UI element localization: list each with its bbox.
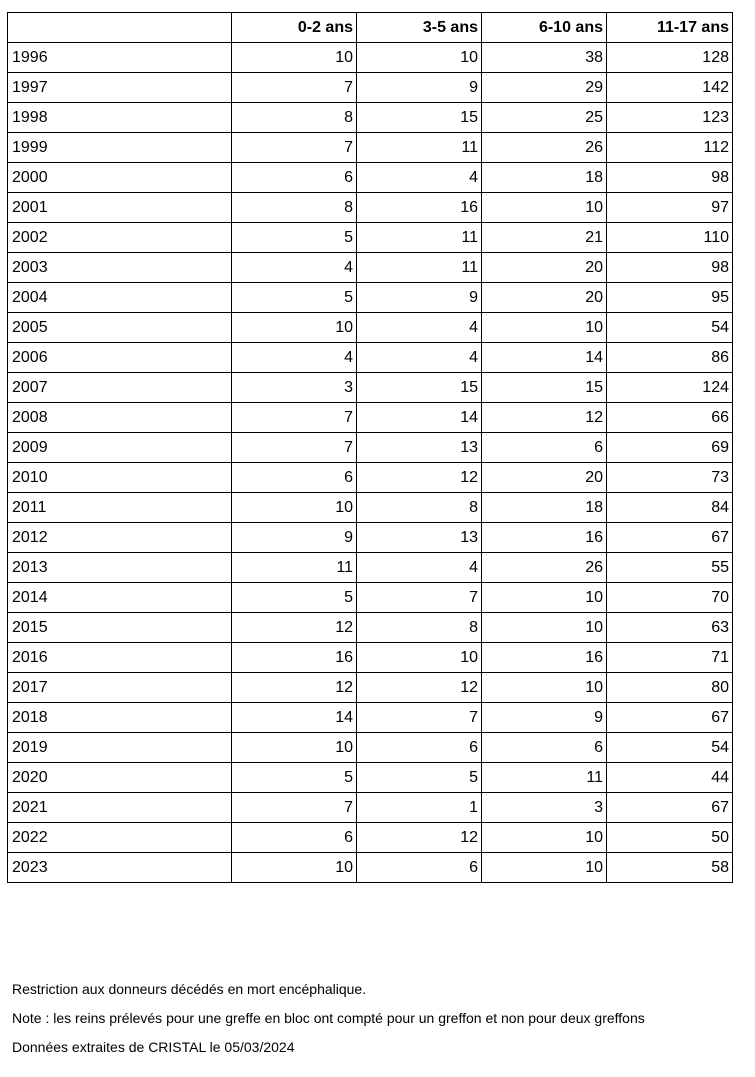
cell-0-2: 5 <box>232 283 357 313</box>
cell-3-5: 6 <box>357 733 482 763</box>
cell-3-5: 7 <box>357 583 482 613</box>
cell-0-2: 10 <box>232 493 357 523</box>
table-row <box>8 373 733 403</box>
cell-year: 2000 <box>8 163 232 193</box>
cell-year: 2017 <box>8 673 232 703</box>
table-row <box>8 523 733 553</box>
cell-11-17: 66 <box>607 403 733 433</box>
cell-3-5: 11 <box>357 133 482 163</box>
cell-year: 2010 <box>8 463 232 493</box>
cell-0-2: 4 <box>232 253 357 283</box>
cell-3-5: 12 <box>357 673 482 703</box>
bloc-note: Note : les reins prélevés pour une greffe en bloc ont compté pour un greffon et non pour deux greffons <box>12 1010 645 1026</box>
table-row <box>8 253 733 283</box>
cell-6-10: 18 <box>482 163 607 193</box>
cell-11-17: 67 <box>607 703 733 733</box>
table-row <box>8 103 733 133</box>
cell-11-17: 63 <box>607 613 733 643</box>
cell-6-10: 10 <box>482 583 607 613</box>
table-row <box>8 583 733 613</box>
header-cell-year <box>8 13 232 43</box>
cell-year: 2009 <box>8 433 232 463</box>
table-row <box>8 613 733 643</box>
cell-3-5: 6 <box>357 853 482 883</box>
cell-0-2: 11 <box>232 553 357 583</box>
cell-6-10: 14 <box>482 343 607 373</box>
cell-6-10: 26 <box>482 553 607 583</box>
cell-3-5: 16 <box>357 193 482 223</box>
source-note: Données extraites de CRISTAL le 05/03/2024 <box>12 1039 295 1055</box>
cell-11-17: 69 <box>607 433 733 463</box>
cell-3-5: 7 <box>357 703 482 733</box>
cell-11-17: 97 <box>607 193 733 223</box>
table-row <box>8 763 733 793</box>
cell-year: 2007 <box>8 373 232 403</box>
cell-11-17: 67 <box>607 523 733 553</box>
cell-6-10: 12 <box>482 403 607 433</box>
table-row <box>8 793 733 823</box>
cell-year: 2019 <box>8 733 232 763</box>
cell-11-17: 123 <box>607 103 733 133</box>
cell-year: 2002 <box>8 223 232 253</box>
table-row <box>8 493 733 523</box>
cell-3-5: 11 <box>357 253 482 283</box>
table-row <box>8 643 733 673</box>
header-cell-6-10: 6-10 ans <box>482 13 607 43</box>
cell-6-10: 15 <box>482 373 607 403</box>
cell-0-2: 3 <box>232 373 357 403</box>
cell-11-17: 50 <box>607 823 733 853</box>
cell-3-5: 4 <box>357 553 482 583</box>
cell-3-5: 4 <box>357 313 482 343</box>
restriction-note: Restriction aux donneurs décédés en mort encéphalique. <box>12 981 367 997</box>
table-row <box>8 823 733 853</box>
cell-0-2: 5 <box>232 763 357 793</box>
data-table <box>7 12 733 883</box>
cell-6-10: 18 <box>482 493 607 523</box>
cell-3-5: 12 <box>357 463 482 493</box>
table-row <box>8 403 733 433</box>
header-row <box>8 13 733 43</box>
header-cell-3-5: 3-5 ans <box>357 13 482 43</box>
cell-6-10: 38 <box>482 43 607 73</box>
cell-11-17: 84 <box>607 493 733 523</box>
cell-0-2: 12 <box>232 613 357 643</box>
cell-0-2: 16 <box>232 643 357 673</box>
cell-0-2: 4 <box>232 343 357 373</box>
table-row <box>8 673 733 703</box>
cell-6-10: 3 <box>482 793 607 823</box>
footer-notes <box>12 975 645 1062</box>
cell-year: 2008 <box>8 403 232 433</box>
cell-0-2: 5 <box>232 223 357 253</box>
table-row <box>8 163 733 193</box>
cell-6-10: 20 <box>482 463 607 493</box>
table-row <box>8 433 733 463</box>
cell-3-5: 4 <box>357 163 482 193</box>
cell-3-5: 14 <box>357 403 482 433</box>
cell-0-2: 12 <box>232 673 357 703</box>
cell-6-10: 26 <box>482 133 607 163</box>
cell-6-10: 25 <box>482 103 607 133</box>
cell-year: 1996 <box>8 43 232 73</box>
cell-6-10: 10 <box>482 193 607 223</box>
cell-0-2: 6 <box>232 163 357 193</box>
cell-11-17: 112 <box>607 133 733 163</box>
cell-3-5: 12 <box>357 823 482 853</box>
cell-6-10: 6 <box>482 733 607 763</box>
cell-3-5: 9 <box>357 73 482 103</box>
cell-6-10: 29 <box>482 73 607 103</box>
cell-0-2: 6 <box>232 463 357 493</box>
cell-11-17: 142 <box>607 73 733 103</box>
cell-year: 1997 <box>8 73 232 103</box>
cell-11-17: 98 <box>607 253 733 283</box>
cell-6-10: 10 <box>482 673 607 703</box>
cell-year: 2023 <box>8 853 232 883</box>
cell-year: 2012 <box>8 523 232 553</box>
cell-year: 2021 <box>8 793 232 823</box>
cell-6-10: 10 <box>482 853 607 883</box>
cell-3-5: 10 <box>357 43 482 73</box>
cell-year: 2011 <box>8 493 232 523</box>
cell-0-2: 7 <box>232 793 357 823</box>
cell-3-5: 5 <box>357 763 482 793</box>
cell-year: 1999 <box>8 133 232 163</box>
cell-0-2: 14 <box>232 703 357 733</box>
cell-3-5: 13 <box>357 523 482 553</box>
cell-11-17: 71 <box>607 643 733 673</box>
cell-3-5: 1 <box>357 793 482 823</box>
cell-year: 2003 <box>8 253 232 283</box>
table-row <box>8 223 733 253</box>
cell-11-17: 80 <box>607 673 733 703</box>
cell-3-5: 10 <box>357 643 482 673</box>
cell-0-2: 7 <box>232 133 357 163</box>
cell-11-17: 110 <box>607 223 733 253</box>
cell-6-10: 10 <box>482 313 607 343</box>
cell-6-10: 9 <box>482 703 607 733</box>
header-cell-11-17: 11-17 ans <box>607 13 733 43</box>
cell-0-2: 10 <box>232 853 357 883</box>
cell-0-2: 5 <box>232 583 357 613</box>
cell-11-17: 58 <box>607 853 733 883</box>
cell-11-17: 98 <box>607 163 733 193</box>
cell-6-10: 6 <box>482 433 607 463</box>
cell-year: 2022 <box>8 823 232 853</box>
cell-11-17: 54 <box>607 313 733 343</box>
table-row <box>8 313 733 343</box>
table-body <box>8 43 733 883</box>
cell-year: 2016 <box>8 643 232 673</box>
cell-year: 2004 <box>8 283 232 313</box>
header-cell-0-2: 0-2 ans <box>232 13 357 43</box>
cell-6-10: 21 <box>482 223 607 253</box>
cell-year: 2018 <box>8 703 232 733</box>
table-row <box>8 733 733 763</box>
cell-3-5: 8 <box>357 613 482 643</box>
cell-3-5: 15 <box>357 373 482 403</box>
cell-0-2: 10 <box>232 43 357 73</box>
cell-year: 2005 <box>8 313 232 343</box>
cell-11-17: 67 <box>607 793 733 823</box>
cell-6-10: 16 <box>482 523 607 553</box>
cell-11-17: 44 <box>607 763 733 793</box>
cell-6-10: 10 <box>482 823 607 853</box>
cell-0-2: 10 <box>232 313 357 343</box>
cell-0-2: 7 <box>232 73 357 103</box>
table-row <box>8 73 733 103</box>
table-row <box>8 43 733 73</box>
cell-3-5: 13 <box>357 433 482 463</box>
cell-6-10: 10 <box>482 613 607 643</box>
cell-year: 2014 <box>8 583 232 613</box>
cell-11-17: 124 <box>607 373 733 403</box>
cell-11-17: 95 <box>607 283 733 313</box>
cell-11-17: 86 <box>607 343 733 373</box>
cell-11-17: 54 <box>607 733 733 763</box>
cell-0-2: 8 <box>232 193 357 223</box>
cell-3-5: 4 <box>357 343 482 373</box>
cell-year: 2020 <box>8 763 232 793</box>
table-row <box>8 133 733 163</box>
cell-0-2: 7 <box>232 403 357 433</box>
cell-year: 2001 <box>8 193 232 223</box>
cell-3-5: 9 <box>357 283 482 313</box>
cell-6-10: 16 <box>482 643 607 673</box>
table-row <box>8 853 733 883</box>
table-row <box>8 343 733 373</box>
cell-0-2: 9 <box>232 523 357 553</box>
cell-0-2: 7 <box>232 433 357 463</box>
cell-3-5: 15 <box>357 103 482 133</box>
cell-0-2: 6 <box>232 823 357 853</box>
cell-6-10: 11 <box>482 763 607 793</box>
cell-year: 1998 <box>8 103 232 133</box>
cell-6-10: 20 <box>482 283 607 313</box>
cell-11-17: 73 <box>607 463 733 493</box>
table-row <box>8 463 733 493</box>
cell-6-10: 20 <box>482 253 607 283</box>
cell-year: 2015 <box>8 613 232 643</box>
cell-11-17: 55 <box>607 553 733 583</box>
cell-3-5: 8 <box>357 493 482 523</box>
cell-year: 2013 <box>8 553 232 583</box>
cell-11-17: 70 <box>607 583 733 613</box>
cell-3-5: 11 <box>357 223 482 253</box>
cell-0-2: 10 <box>232 733 357 763</box>
table-row <box>8 553 733 583</box>
cell-0-2: 8 <box>232 103 357 133</box>
cell-11-17: 128 <box>607 43 733 73</box>
cell-year: 2006 <box>8 343 232 373</box>
table-row <box>8 193 733 223</box>
table-row <box>8 703 733 733</box>
table-row <box>8 283 733 313</box>
